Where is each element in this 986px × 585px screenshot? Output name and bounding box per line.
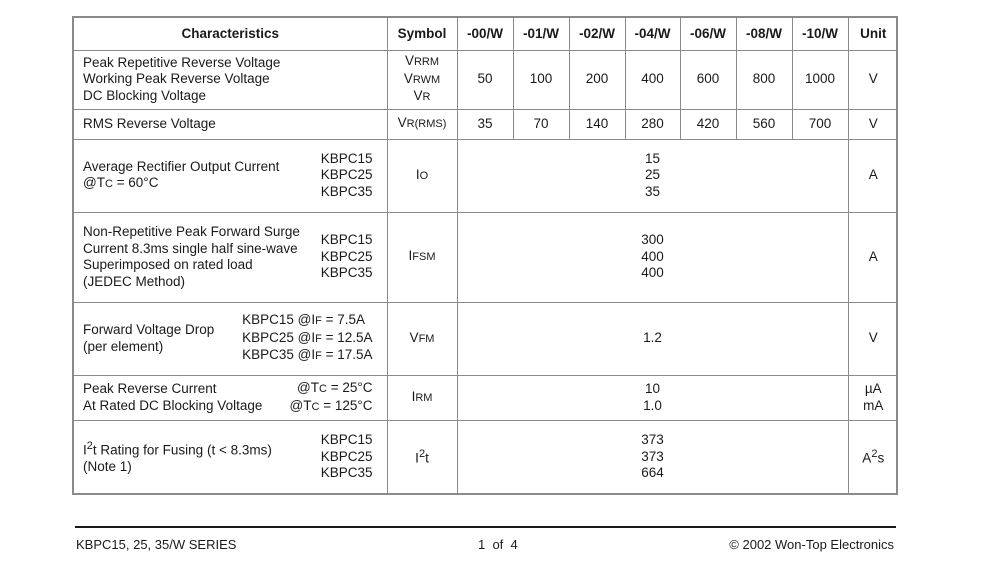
characteristic-line: (Note 1) bbox=[83, 459, 132, 474]
characteristic-line: Current 8.3ms single half sine-wave bbox=[83, 240, 298, 256]
characteristic-line: Superimposed on rated load bbox=[83, 257, 253, 272]
part-number-list bbox=[321, 232, 373, 282]
part-number: KBPC25 bbox=[320, 167, 373, 183]
header-characteristics: Characteristics bbox=[74, 18, 387, 50]
characteristic-line: Non-Repetitive Peak Forward Surge bbox=[83, 224, 300, 239]
header-grade: -00/W bbox=[457, 18, 513, 50]
symbol-cell: VFM bbox=[387, 302, 457, 375]
footer-series-title: KBPC15, 25, 35/W SERIES bbox=[76, 537, 237, 552]
symbol-vrwm: VRWM bbox=[403, 70, 441, 86]
value-cell: 600 bbox=[680, 50, 736, 109]
part-number: KBPC25 bbox=[320, 248, 373, 264]
characteristic-cell bbox=[74, 420, 387, 493]
value-cell-merged bbox=[457, 139, 848, 212]
table-row-average-current bbox=[74, 139, 898, 212]
condition: @TC = 125°C bbox=[289, 397, 373, 413]
value-cell: 800 bbox=[736, 50, 792, 109]
value: 25 bbox=[644, 167, 661, 183]
part-number: KBPC25 bbox=[320, 448, 373, 464]
characteristic-line: Forward Voltage Drop bbox=[83, 322, 215, 337]
part-number: KBPC15 bbox=[320, 232, 373, 248]
value-cell: 560 bbox=[736, 109, 792, 139]
header-grade: -04/W bbox=[625, 18, 680, 50]
header-unit: Unit bbox=[848, 18, 898, 50]
part-number-list bbox=[321, 151, 373, 201]
header-grade: -06/W bbox=[680, 18, 736, 50]
symbol-cell: $I^2t$ bbox=[387, 420, 457, 493]
condition: @TC = 25°C bbox=[297, 380, 373, 395]
characteristic-line: (per element) bbox=[83, 338, 164, 354]
ratings-table-frame bbox=[72, 16, 898, 495]
value: 1.0 bbox=[643, 397, 662, 413]
table-row-surge-current bbox=[74, 212, 898, 302]
characteristic-line: $I^2t$ Rating for Fusing (t < 8.3ms) bbox=[83, 440, 272, 458]
unit-cell: A bbox=[848, 212, 898, 302]
symbol-cell: IO bbox=[387, 139, 457, 212]
symbol-cell: VR(RMS) bbox=[387, 109, 457, 139]
unit-cell: V bbox=[848, 302, 898, 375]
ratings-table bbox=[74, 18, 898, 493]
value: 35 bbox=[644, 183, 661, 199]
value: 300 bbox=[641, 232, 664, 248]
header-grade: -08/W bbox=[736, 18, 792, 50]
condition: KBPC15 @IF = 7.5A bbox=[242, 312, 365, 328]
table-row-i2t-rating bbox=[74, 420, 898, 493]
footer-divider bbox=[75, 526, 896, 528]
header-grade: -02/W bbox=[569, 18, 625, 50]
characteristic-line: Average Rectifier Output Current bbox=[83, 158, 280, 174]
condition: KBPC25 @IF = 12.5A bbox=[242, 329, 373, 345]
part-number: KBPC35 bbox=[320, 265, 373, 281]
part-number-list bbox=[321, 432, 373, 482]
value: 15 bbox=[644, 150, 661, 166]
value-cell: 50 bbox=[457, 50, 513, 109]
value-cell-merged: 1.2 bbox=[457, 302, 848, 375]
characteristic-cell bbox=[74, 139, 387, 212]
characteristic-cell bbox=[74, 212, 387, 302]
value-cell-merged bbox=[457, 375, 848, 420]
footer-copyright: © 2002 Won-Top Electronics bbox=[729, 537, 894, 552]
part-number: KBPC15 bbox=[320, 150, 373, 166]
value-cell: 100 bbox=[513, 50, 569, 109]
characteristic-cell bbox=[74, 375, 387, 420]
characteristic-line: Working Peak Reverse Voltage bbox=[83, 71, 270, 87]
value-cell-merged bbox=[457, 420, 848, 493]
value: 10 bbox=[644, 381, 661, 396]
part-number: KBPC35 bbox=[320, 465, 373, 480]
table-row-peak-voltage bbox=[74, 50, 898, 109]
value-cell: 420 bbox=[680, 109, 736, 139]
characteristic-line: At Rated DC Blocking Voltage bbox=[83, 397, 263, 413]
header-row bbox=[74, 18, 898, 50]
value: 373 bbox=[641, 448, 664, 464]
value-cell: 280 bbox=[625, 109, 680, 139]
characteristic-condition: @TC = 60°C bbox=[83, 175, 159, 190]
value: 400 bbox=[641, 265, 664, 281]
value-cell: 70 bbox=[513, 109, 569, 139]
unit: mA bbox=[863, 397, 884, 413]
unit-cell: V bbox=[848, 109, 898, 139]
characteristic-cell bbox=[74, 302, 387, 375]
condition: KBPC35 @IF = 17.5A bbox=[242, 347, 373, 363]
value: 400 bbox=[641, 248, 664, 264]
header-symbol: Symbol bbox=[387, 18, 457, 50]
value: 373 bbox=[641, 432, 664, 447]
condition-list bbox=[290, 380, 373, 415]
footer-page-number: 1 of 4 bbox=[478, 537, 518, 552]
value-cell: 700 bbox=[792, 109, 848, 139]
characteristic-line: DC Blocking Voltage bbox=[83, 87, 207, 103]
unit-cell: A bbox=[848, 139, 898, 212]
part-number: KBPC15 bbox=[320, 432, 373, 447]
symbol-cell: IRM bbox=[387, 375, 457, 420]
value-cell: 200 bbox=[569, 50, 625, 109]
table-row-reverse-current bbox=[74, 375, 898, 420]
value: 664 bbox=[641, 465, 664, 480]
characteristic-line: Peak Repetitive Reverse Voltage bbox=[83, 54, 281, 70]
unit-cell: V bbox=[848, 50, 898, 109]
table-row-forward-voltage bbox=[74, 302, 898, 375]
symbol-cell: IFSM bbox=[387, 212, 457, 302]
value-cell: 140 bbox=[569, 109, 625, 139]
header-grade: -10/W bbox=[792, 18, 848, 50]
value-cell: 35 bbox=[457, 109, 513, 139]
value-cell: 400 bbox=[625, 50, 680, 109]
condition-list bbox=[242, 312, 372, 365]
symbol-vr: VR bbox=[413, 88, 431, 104]
unit: µA bbox=[864, 381, 882, 396]
value-cell-merged bbox=[457, 212, 848, 302]
symbol-vrrm: VRRM bbox=[404, 53, 440, 69]
characteristic-line: Peak Reverse Current bbox=[83, 381, 217, 396]
characteristic-cell: RMS Reverse Voltage bbox=[74, 109, 387, 139]
unit-cell bbox=[848, 375, 898, 420]
value-cell: 1000 bbox=[792, 50, 848, 109]
unit-cell: $A^2s$ bbox=[848, 420, 898, 493]
table-row-rms-voltage bbox=[74, 109, 898, 139]
part-number: KBPC35 bbox=[320, 183, 373, 199]
characteristic-line: (JEDEC Method) bbox=[83, 273, 186, 289]
characteristic-cell bbox=[74, 50, 387, 109]
symbol-cell bbox=[387, 50, 457, 109]
header-grade: -01/W bbox=[513, 18, 569, 50]
